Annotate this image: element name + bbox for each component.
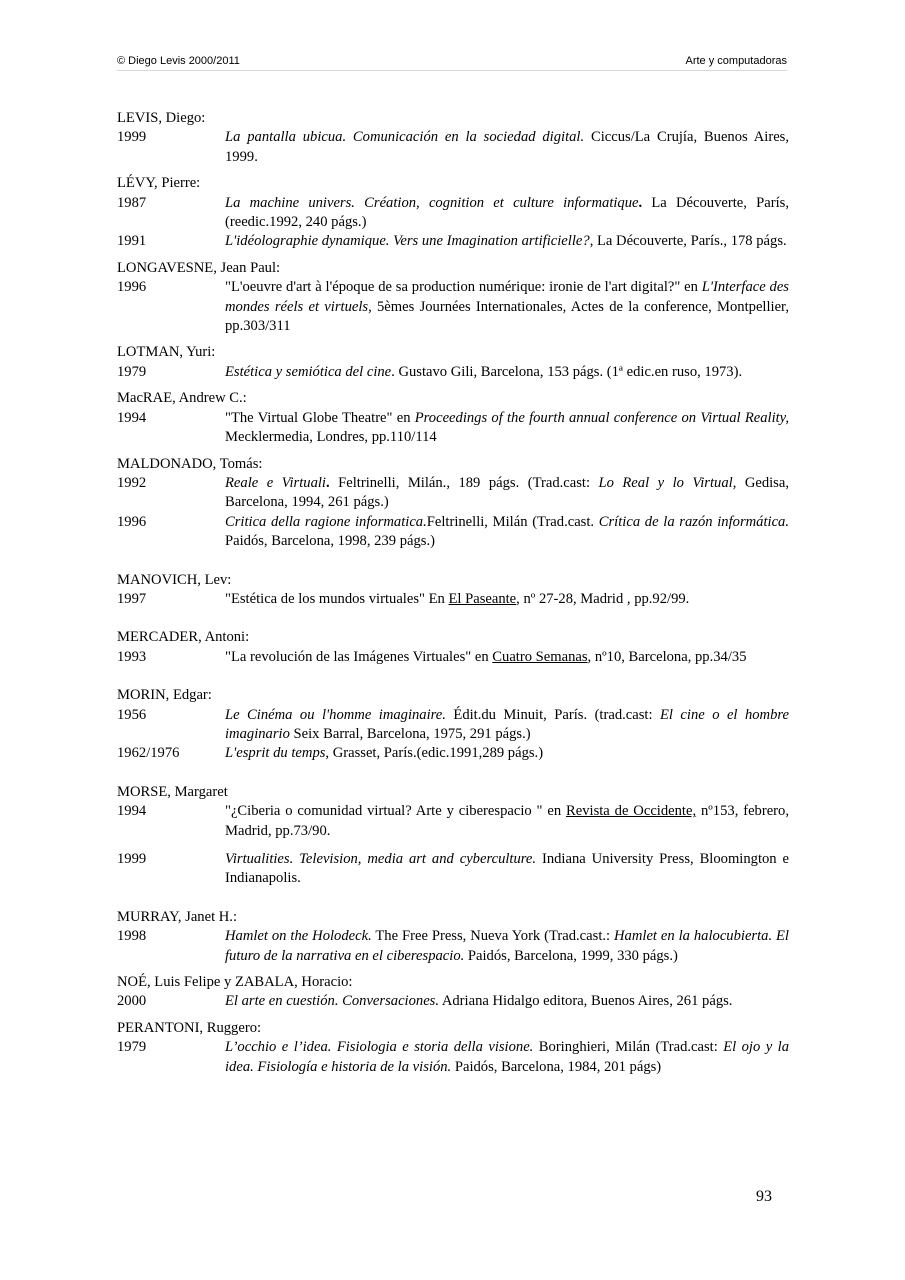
bibliography-entry bbox=[117, 128, 789, 167]
work-title: L'Interface des mondes réels et virtuels, bbox=[225, 279, 789, 315]
entry-year: 1999 bbox=[117, 851, 147, 867]
author-name: MERCADER, Antoni: bbox=[117, 629, 250, 646]
author-block bbox=[117, 686, 789, 764]
entry-detail: La Découverte, París, (reedic.1992, 240 págs.) bbox=[225, 194, 789, 231]
entry-year: 1999 bbox=[117, 129, 147, 146]
entry-text bbox=[225, 707, 789, 742]
entry-detail: nº153, febrero, Madrid, pp.73/90. bbox=[225, 803, 789, 839]
entry-text bbox=[225, 514, 789, 549]
entry-detail: Adriana Hidalgo editora, Buenos Aires, 261 págs. bbox=[439, 993, 733, 1010]
author-block bbox=[117, 174, 789, 252]
work-title: Le Cinéma ou l'homme imaginaire. bbox=[225, 706, 446, 723]
entry-detail: Ciccus/La Crujía, Buenos Aires, 1999. bbox=[225, 129, 789, 165]
entry-detail: The Free Press, Nueva York (Trad.cast.: bbox=[371, 928, 615, 945]
author-block bbox=[117, 571, 789, 610]
work-title: L'idéolographie dynamique. Vers une Imagination artificielle? bbox=[225, 233, 590, 250]
author-block bbox=[117, 783, 789, 889]
author-name: LÉVY, Pierre: bbox=[117, 175, 201, 192]
entry-detail: , Gedisa, Barcelona, 1994, 261 págs.) bbox=[225, 474, 789, 511]
work-title: Hamlet on the Holodeck. bbox=[225, 928, 372, 945]
bibliography-entry bbox=[117, 850, 789, 889]
bibliography-entry bbox=[117, 1038, 789, 1077]
work-title: Virtualities. Television, media art and cyberculture. bbox=[225, 851, 537, 867]
entry-year: 2000 bbox=[117, 993, 147, 1010]
entry-detail: Seix Barral, Barcelona, 1975, 291 págs.) bbox=[289, 725, 531, 742]
author-block bbox=[117, 389, 789, 447]
entry-text bbox=[225, 993, 732, 1009]
work-title: El arte en cuestión. Conversaciones. bbox=[225, 993, 439, 1010]
author-name: LONGAVESNE, Jean Paul: bbox=[117, 259, 281, 276]
bibliography-entry bbox=[117, 706, 789, 745]
work-title: Critica della ragione informatica. bbox=[225, 513, 427, 530]
entry-text bbox=[225, 129, 789, 164]
work-title: Estética y semiótica del cine bbox=[225, 363, 392, 380]
author-block bbox=[117, 455, 789, 552]
entry-year: 1996 bbox=[117, 279, 147, 296]
entry-text bbox=[225, 475, 789, 510]
entry-year: 1994 bbox=[117, 409, 147, 426]
bibliography-entry bbox=[117, 474, 789, 513]
work-title: Crítica de la razón informática. bbox=[598, 513, 789, 530]
entry-year: 1956 bbox=[117, 706, 147, 723]
author-name: MURRAY, Janet H.: bbox=[117, 908, 238, 925]
entry-text bbox=[225, 649, 747, 665]
entry-detail: Feltrinelli, Milán., 189 págs. (Trad.cast: bbox=[329, 474, 599, 491]
bibliography-entry bbox=[117, 744, 789, 763]
author-block bbox=[117, 343, 789, 382]
entry-text bbox=[225, 1039, 789, 1074]
author-name: MacRAE, Andrew C.: bbox=[117, 390, 247, 407]
author-name: MORSE, Margaret bbox=[117, 783, 228, 800]
entry-detail: "La revolución de las Imágenes Virtuales" en bbox=[225, 648, 493, 665]
entry-detail: . bbox=[326, 474, 330, 491]
author-name: MANOVICH, Lev: bbox=[117, 571, 232, 588]
bibliography-entry bbox=[117, 232, 789, 251]
author-block bbox=[117, 109, 789, 167]
entry-text bbox=[225, 195, 789, 230]
bibliography-entry bbox=[117, 278, 789, 336]
entry-year: 1998 bbox=[117, 928, 147, 945]
work-title: La machine univers. Création, cognition et culture informatique bbox=[225, 194, 639, 211]
entry-year: 1979 bbox=[117, 1039, 147, 1056]
entry-detail: Paidós, Barcelona, 1984, 201 págs) bbox=[451, 1058, 662, 1075]
entry-detail: . Gustavo Gili, Barcelona, 153 págs. (1ª edic.en ruso, 1973). bbox=[391, 363, 743, 380]
entry-text bbox=[225, 591, 689, 607]
entry-detail: "The Virtual Globe Theatre" en bbox=[225, 409, 415, 426]
author-name: LEVIS, Diego: bbox=[117, 110, 206, 126]
bibliography-entry bbox=[117, 992, 789, 1011]
entry-text bbox=[225, 851, 789, 886]
work-title: La pantalla ubicua. Comunicación en la sociedad digital. bbox=[225, 129, 585, 146]
author-name: NOÉ, Luis Felipe y ZABALA, Horacio: bbox=[117, 974, 353, 991]
author-block bbox=[117, 908, 789, 966]
header-title: Arte y computadoras bbox=[685, 55, 787, 67]
work-title: Lo Real y lo Virtual bbox=[598, 474, 733, 491]
page-header bbox=[117, 55, 787, 71]
entry-detail: , nº 27-28, Madrid , pp.92/99. bbox=[516, 590, 690, 607]
entry-year: 1997 bbox=[117, 590, 147, 607]
journal-title: El Paseante bbox=[448, 590, 517, 607]
author-name: LOTMAN, Yuri: bbox=[117, 344, 216, 361]
entry-detail: Édit.du Minuit, París. (trad.cast: bbox=[445, 706, 660, 723]
entry-year: 1991 bbox=[117, 233, 147, 250]
work-title: L’occhio e l’idea. Fisiologia e storia della visione. bbox=[225, 1039, 534, 1056]
bibliography-entry bbox=[117, 802, 789, 841]
entry-detail: "Estética de los mundos virtuales" En bbox=[225, 590, 449, 607]
header-copyright: © Diego Levis 2000/2011 bbox=[117, 55, 240, 67]
bibliography-entry bbox=[117, 927, 789, 966]
entry-text bbox=[225, 279, 789, 334]
work-title: Reale e Virtuali bbox=[225, 474, 326, 491]
author-block bbox=[117, 1019, 789, 1077]
work-title: Proceedings of the fourth annual conference on Virtual Reality, bbox=[414, 409, 789, 426]
author-block bbox=[117, 259, 789, 337]
entry-text bbox=[225, 364, 742, 380]
entry-year: 1987 bbox=[117, 194, 147, 211]
entry-detail: 5èmes Journées Internationales, Actes de la conference, Montpellier, pp.303/311 bbox=[225, 298, 789, 335]
author-name: PERANTONI, Ruggero: bbox=[117, 1019, 262, 1036]
entry-year: 1993 bbox=[117, 648, 147, 665]
page-number: 93 bbox=[756, 1188, 772, 1205]
author-name: MORIN, Edgar: bbox=[117, 687, 212, 704]
entry-text bbox=[225, 803, 789, 838]
bibliography-list bbox=[117, 109, 789, 1077]
entry-detail: Paidós, Barcelona, 1998, 239 págs.) bbox=[225, 533, 435, 550]
entry-detail: . bbox=[638, 194, 643, 211]
work-title: Hamlet en la halocubierta. El futuro de la narrativa en el ciberespacio. bbox=[225, 928, 789, 964]
journal-title: Cuatro Semanas bbox=[492, 648, 588, 665]
entry-detail: Mecklermedia, Londres, pp.110/114 bbox=[225, 429, 437, 446]
journal-title: Revista de Occidente, bbox=[566, 803, 697, 820]
work-title: El cine o el hombre imaginario bbox=[225, 706, 789, 742]
entry-text bbox=[225, 233, 787, 249]
entry-detail: Boringhieri, Milán (Trad.cast: bbox=[533, 1039, 724, 1056]
entry-detail: Indiana University Press, Bloomington e Indianapolis. bbox=[225, 851, 789, 887]
author-block bbox=[117, 973, 789, 1012]
entry-detail: , Grasset, París.(edic.1991,289 págs.) bbox=[325, 745, 544, 762]
entry-year: 1994 bbox=[117, 803, 147, 820]
entry-year: 1962/1976 bbox=[117, 745, 180, 762]
entry-detail: "¿Ciberia o comunidad virtual? Arte y ciberespacio " en bbox=[225, 803, 567, 820]
work-title: L'esprit du temps bbox=[225, 745, 326, 762]
entry-detail: "L'oeuvre d'art à l'époque de sa production numérique: ironie de l'art digital?" en bbox=[225, 279, 702, 296]
entry-detail: Feltrinelli, Milán (Trad.cast. bbox=[426, 513, 599, 530]
entry-text bbox=[225, 410, 789, 445]
bibliography-entry bbox=[117, 409, 789, 448]
entry-year: 1979 bbox=[117, 363, 147, 380]
entry-text bbox=[225, 745, 543, 761]
bibliography-entry bbox=[117, 513, 789, 552]
entry-detail: , nº10, Barcelona, pp.34/35 bbox=[587, 648, 747, 665]
entry-year: 1992 bbox=[117, 474, 147, 491]
bibliography-entry bbox=[117, 194, 789, 233]
author-name: MALDONADO, Tomás: bbox=[117, 455, 263, 472]
entry-year: 1996 bbox=[117, 513, 147, 530]
bibliography-entry bbox=[117, 648, 789, 667]
entry-detail: , La Découverte, París., 178 págs. bbox=[589, 233, 787, 250]
entry-text bbox=[225, 928, 789, 963]
entry-detail: Paidós, Barcelona, 1999, 330 págs.) bbox=[464, 947, 678, 964]
bibliography-entry bbox=[117, 590, 789, 609]
work-title: El ojo y la idea. Fisiología e historia de la visión. bbox=[225, 1039, 790, 1075]
author-block bbox=[117, 628, 789, 667]
bibliography-entry bbox=[117, 363, 789, 382]
